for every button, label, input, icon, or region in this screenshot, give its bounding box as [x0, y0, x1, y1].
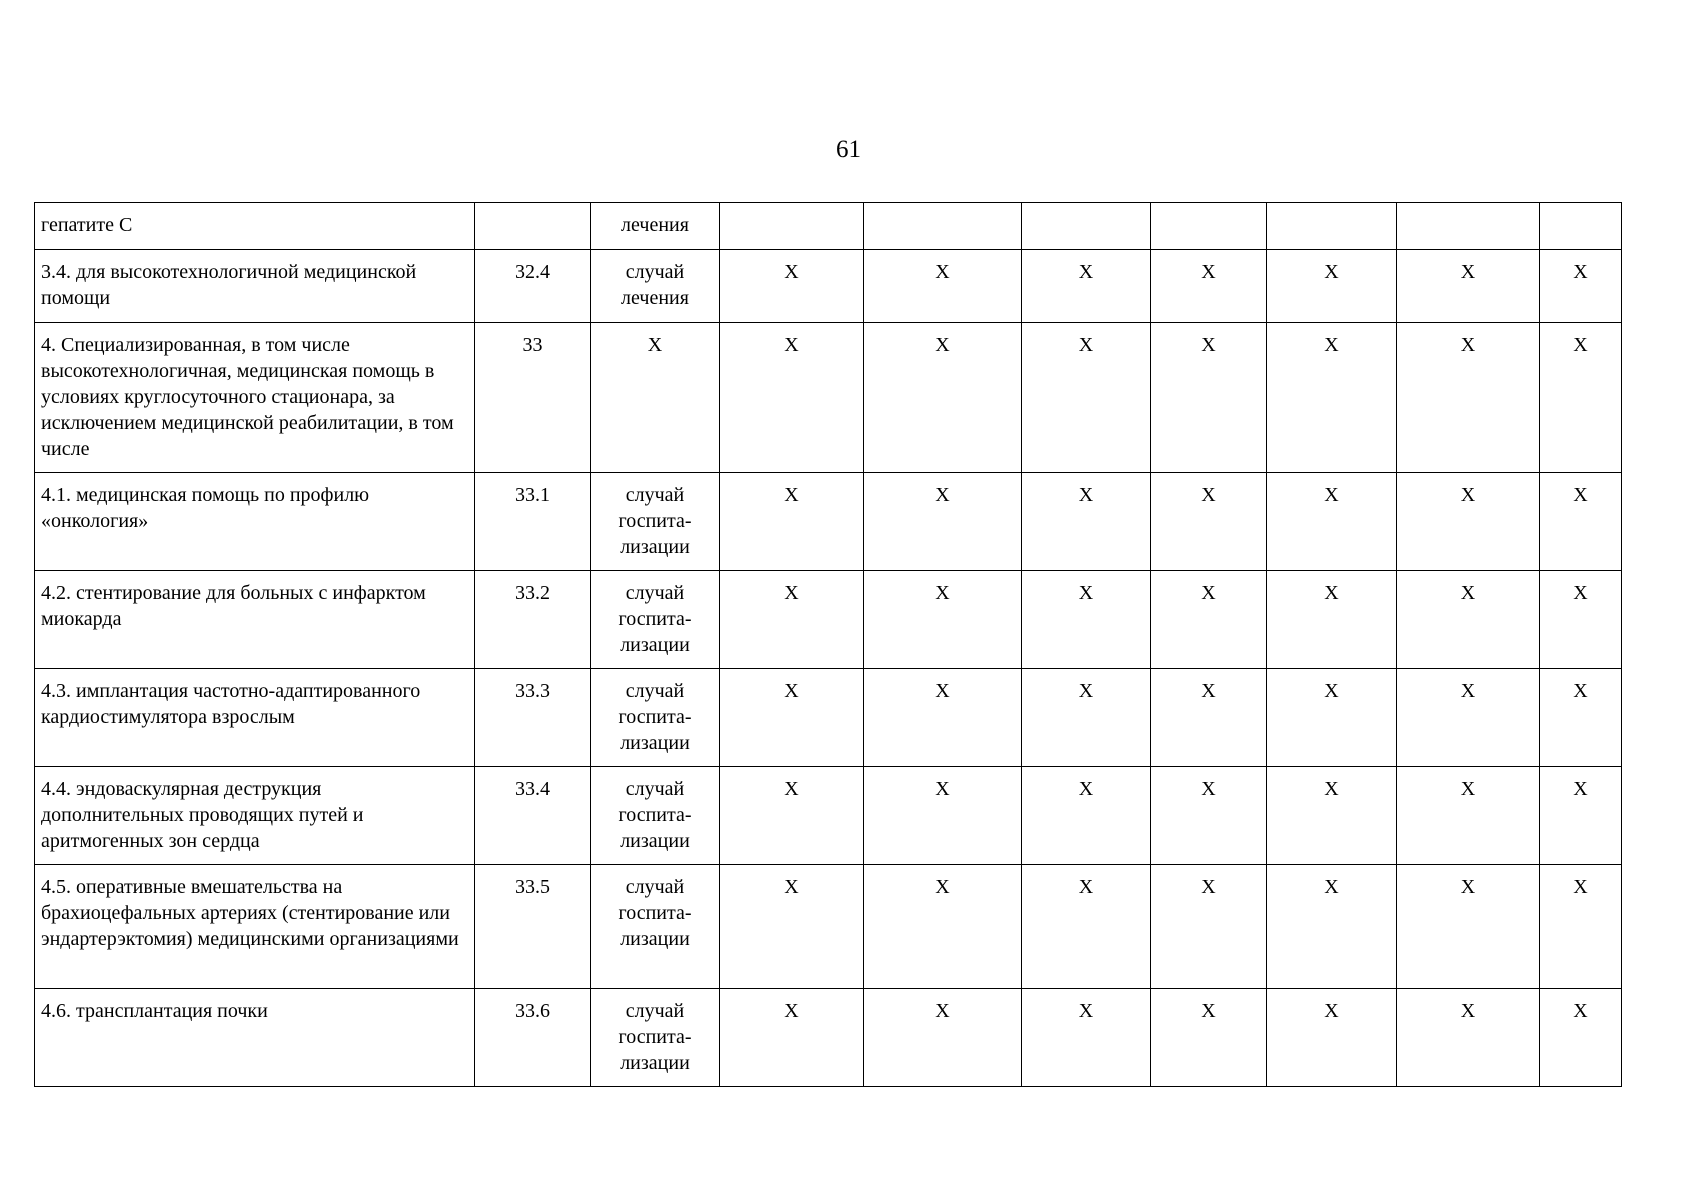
value-cell: X [720, 323, 864, 473]
value-cell: X [864, 473, 1022, 571]
row-unit: случай госпита-лизации [591, 669, 720, 767]
value-cell: X [1267, 669, 1397, 767]
row-number: 33.1 [475, 473, 591, 571]
row-number: 33 [475, 323, 591, 473]
value-cell: X [1022, 669, 1151, 767]
value-cell: X [1540, 473, 1622, 571]
value-cell [1397, 203, 1540, 250]
table-row [35, 669, 1622, 767]
value-cell [720, 203, 864, 250]
table-row [35, 203, 1622, 250]
value-cell: X [864, 571, 1022, 669]
value-cell: X [1397, 865, 1540, 989]
value-cell: X [1022, 323, 1151, 473]
row-number [475, 203, 591, 250]
value-cell: X [720, 571, 864, 669]
row-name: 4.2. стентирование для больных с инфарктом миокарда [35, 571, 475, 669]
table-row [35, 865, 1622, 989]
value-cell: X [720, 865, 864, 989]
value-cell: X [1267, 323, 1397, 473]
row-unit: случай госпита-лизации [591, 767, 720, 865]
value-cell: X [720, 989, 864, 1087]
row-number: 33.3 [475, 669, 591, 767]
value-cell [1022, 203, 1151, 250]
row-number: 32.4 [475, 250, 591, 323]
value-cell: X [1267, 767, 1397, 865]
row-number: 33.6 [475, 989, 591, 1087]
value-cell: X [1540, 767, 1622, 865]
row-unit: случай лечения [591, 250, 720, 323]
row-name: 4.3. имплантация частотно-адаптированного кардиостимулятора взрослым [35, 669, 475, 767]
value-cell [1151, 203, 1267, 250]
value-cell: X [1151, 323, 1267, 473]
row-name: 4.4. эндоваскулярная деструкция дополнительных проводящих путей и аритмогенных зон сердца [35, 767, 475, 865]
value-cell: X [1267, 989, 1397, 1087]
value-cell: X [1022, 767, 1151, 865]
row-name: гепатите С [35, 203, 475, 250]
table-row [35, 473, 1622, 571]
value-cell: X [1151, 989, 1267, 1087]
value-cell: X [720, 473, 864, 571]
table-row [35, 571, 1622, 669]
value-cell: X [1540, 323, 1622, 473]
value-cell: X [1540, 865, 1622, 989]
row-name: 3.4. для высокотехнологичной медицинской помощи [35, 250, 475, 323]
value-cell: X [1397, 250, 1540, 323]
value-cell: X [1151, 571, 1267, 669]
value-cell: X [1397, 473, 1540, 571]
value-cell: X [1151, 767, 1267, 865]
value-cell: X [1267, 473, 1397, 571]
row-unit: лечения [591, 203, 720, 250]
value-cell: X [1397, 571, 1540, 669]
table-row [35, 323, 1622, 473]
value-cell: X [864, 250, 1022, 323]
value-cell: X [864, 669, 1022, 767]
value-cell: X [1151, 250, 1267, 323]
row-number: 33.5 [475, 865, 591, 989]
page-number: 61 [836, 136, 861, 163]
row-unit: случай госпита-лизации [591, 989, 720, 1087]
value-cell: X [1151, 669, 1267, 767]
row-number: 33.2 [475, 571, 591, 669]
value-cell: X [1022, 989, 1151, 1087]
value-cell: X [720, 669, 864, 767]
row-name: 4.6. трансплантация почки [35, 989, 475, 1087]
value-cell: X [864, 323, 1022, 473]
value-cell: X [1540, 989, 1622, 1087]
value-cell: X [1540, 250, 1622, 323]
value-cell: X [1022, 865, 1151, 989]
value-cell: X [1397, 989, 1540, 1087]
value-cell: X [1397, 323, 1540, 473]
table-row [35, 767, 1622, 865]
row-name: 4. Специализированная, в том числе высокотехнологичная, медицинская помощь в условиях круглосуточного стационара, за исключением медицинской реабилитации, в том числе [35, 323, 475, 473]
row-name: 4.5. оперативные вмешательства на брахиоцефальных артериях (стентирование или эндартерэктомия) медицинскими организациями [35, 865, 475, 989]
value-cell [1540, 203, 1622, 250]
value-cell: X [1022, 250, 1151, 323]
value-cell: X [1397, 767, 1540, 865]
table-row [35, 989, 1622, 1087]
value-cell: X [1267, 571, 1397, 669]
row-unit: случай госпита-лизации [591, 865, 720, 989]
value-cell: X [1397, 669, 1540, 767]
data-table [34, 202, 1622, 1087]
table-row [35, 250, 1622, 323]
value-cell: X [864, 865, 1022, 989]
row-unit: X [591, 323, 720, 473]
table-body [35, 203, 1622, 1087]
value-cell [864, 203, 1022, 250]
row-number: 33.4 [475, 767, 591, 865]
value-cell: X [1022, 473, 1151, 571]
value-cell: X [1022, 571, 1151, 669]
row-name: 4.1. медицинская помощь по профилю «онкология» [35, 473, 475, 571]
value-cell [1267, 203, 1397, 250]
row-unit: случай госпита-лизации [591, 473, 720, 571]
value-cell: X [1151, 865, 1267, 989]
row-unit: случай госпита-лизации [591, 571, 720, 669]
value-cell: X [1540, 571, 1622, 669]
value-cell: X [1267, 865, 1397, 989]
value-cell: X [1267, 250, 1397, 323]
value-cell: X [864, 767, 1022, 865]
value-cell: X [720, 767, 864, 865]
value-cell: X [1540, 669, 1622, 767]
value-cell: X [1151, 473, 1267, 571]
value-cell: X [864, 989, 1022, 1087]
value-cell: X [720, 250, 864, 323]
